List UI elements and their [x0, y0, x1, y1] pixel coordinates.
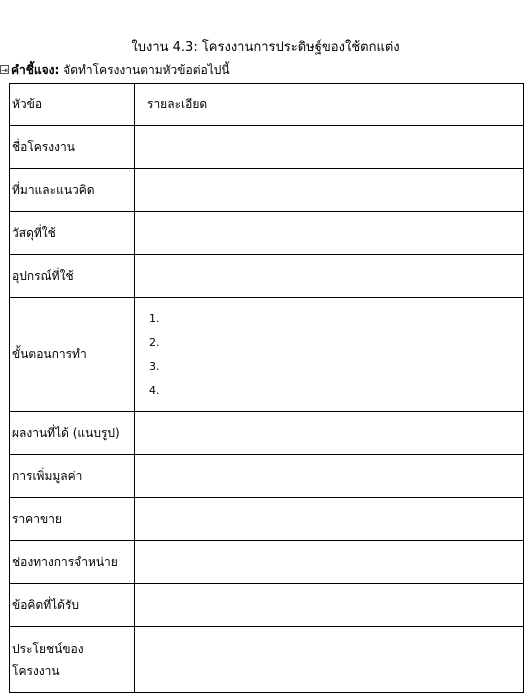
step-number: 4. — [149, 383, 160, 397]
label-value-added: การเพิ่มมูลค่า — [10, 455, 135, 498]
cell-result[interactable] — [135, 412, 524, 455]
cell-value-added[interactable] — [135, 455, 524, 498]
step-number: 3. — [149, 359, 160, 373]
row-materials — [10, 212, 524, 255]
step-number: 1. — [149, 311, 160, 325]
label-origin: ที่มาและแนวคิด — [10, 169, 135, 212]
worksheet-title: ใบงาน 4.3: โครงงานการประดิษฐ์ของใช้ตกแต่ง — [131, 40, 400, 55]
label-benefit — [10, 627, 135, 693]
steps-list — [137, 307, 521, 403]
row-steps — [10, 298, 524, 412]
instruction-label: คำชี้แจง: — [11, 63, 60, 77]
result-note: (แนบรูป) — [68, 425, 120, 440]
step-number: 2. — [149, 335, 160, 349]
row-project-name — [10, 126, 524, 169]
instruction-text: จัดทำโครงงานตามหัวข้อต่อไปนี้ — [59, 63, 230, 77]
cell-lessons[interactable] — [135, 584, 524, 627]
cell-steps[interactable] — [135, 298, 524, 412]
label-project-name: ชื่อโครงงาน — [10, 126, 135, 169]
row-origin — [10, 169, 524, 212]
row-value-added — [10, 455, 524, 498]
row-result — [10, 412, 524, 455]
cell-benefit[interactable] — [135, 627, 524, 693]
instruction-line — [11, 61, 230, 80]
cell-channel[interactable] — [135, 541, 524, 584]
header-topic: หัวข้อ — [10, 84, 135, 126]
row-benefit — [10, 627, 524, 693]
label-lessons: ข้อคิดที่ได้รับ — [10, 584, 135, 627]
cell-project-name[interactable] — [135, 126, 524, 169]
benefit-line-1: ประโยชน์ของ — [12, 641, 84, 656]
label-materials: วัสดุที่ใช้ — [10, 212, 135, 255]
anchor-icon: ⇥ — [1, 66, 8, 75]
row-price — [10, 498, 524, 541]
row-lessons — [10, 584, 524, 627]
row-equipment — [10, 255, 524, 298]
cell-equipment[interactable] — [135, 255, 524, 298]
label-price: ราคาขาย — [10, 498, 135, 541]
cell-origin[interactable] — [135, 169, 524, 212]
cell-price[interactable] — [135, 498, 524, 541]
label-steps: ขั้นตอนการทำ — [10, 298, 135, 412]
label-channel: ช่องทางการจำหน่าย — [10, 541, 135, 584]
cell-materials[interactable] — [135, 212, 524, 255]
result-label: ผลงานที่ได้ — [12, 425, 69, 440]
project-table — [9, 83, 524, 693]
label-equipment: อุปกรณ์ที่ใช้ — [10, 255, 135, 298]
label-result — [10, 412, 135, 455]
table-header-row — [10, 84, 524, 126]
row-channel — [10, 541, 524, 584]
benefit-line-2: โครงงาน — [12, 663, 60, 678]
header-detail: รายละเอียด — [135, 84, 524, 126]
